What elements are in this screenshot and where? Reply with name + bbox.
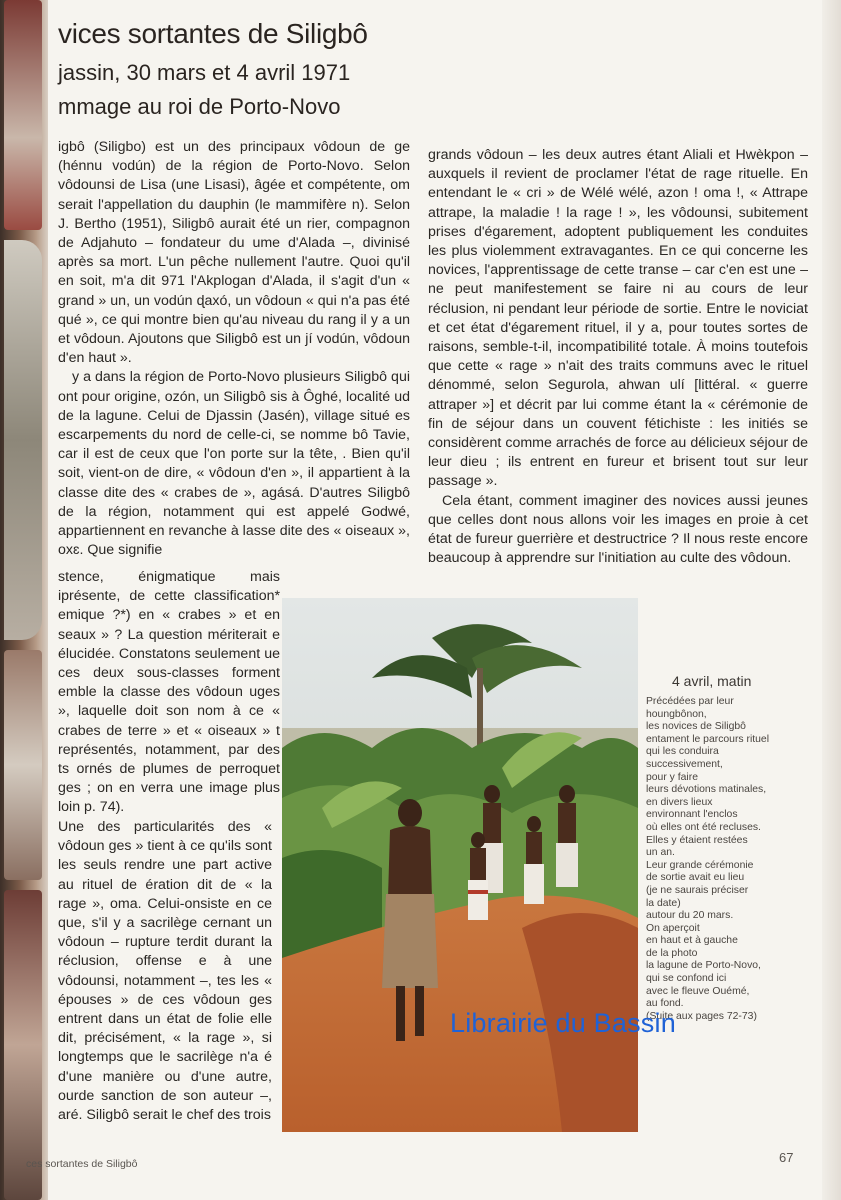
procession-photo [282,598,638,1132]
caption-line: On aperçoit [646,922,700,934]
left-column-text [58,138,410,560]
caption-line: Leur grande cérémonie [646,859,754,871]
caption-line: de la photo [646,947,698,959]
caption-line: houngbônon, [646,708,707,720]
caption-line: qui les conduira [646,746,719,758]
paragraph: Une des particularités des « vôdoun ges » tient à ce qu'ils sont les seuls rendre une part active au rituel de ération dit de « la rage », oma. Celui-onsiste en ce que, s'il y a sacrilège cernant un vôdoun – rupture terdit durant la réclusion, offense e à une vôdounsi, notamment –, tes les « épouses » de ces vôdoun ges entrent dans un état de folie elle dit, précisément, « la rage », si longtemps que le sacrilège n'a é d'une manière ou d'une autre, ourde sanction de son auteur –, aré. Siligbô serait le chef des trois [58,819,272,1124]
left-column-bottom-text [58,818,272,1125]
facing-photo-strip [4,240,42,640]
page-number: 67 [779,1150,794,1165]
caption-line: entament le parcours rituel [646,733,770,745]
right-column-text [428,146,808,568]
caption-line: un an. [646,847,675,859]
caption-line: la lagune de Porto-Novo, [646,960,761,972]
caption-line: les novices de Siligbô [646,721,746,733]
left-column-narrow-text [58,568,280,818]
caption-line: où elles ont été recluses. [646,821,761,833]
seller-watermark: Librairie du Bassin [450,1008,676,1038]
caption-line: de sortie avait eu lieu [646,872,745,884]
photo-caption [646,696,796,1023]
paragraph: Cela étant, comment imaginer des novices aussi jeunes que celles dont nous allons voir les images en proie à cet état de fureur guerrière et destructrice ? Il nous reste encore beaucoup à apprendre sur l'initiation au culte des vôdoun. [428,492,808,567]
caption-line: leurs dévotions matinales, [646,784,767,796]
caption-line: au fond. [646,998,684,1010]
caption-line: autour du 20 mars. [646,910,734,922]
caption-heading: 4 avril, matin [672,673,752,689]
caption-line: la date) [646,897,681,909]
photo-illustration [282,598,638,1132]
page-subtitle-date: jassin, 30 mars et 4 avril 1971 [58,60,351,85]
caption-line: environnant l'enclos [646,809,738,821]
caption-line: Elles y étaient restées [646,834,748,846]
caption-line: qui se confond ici [646,973,727,985]
facing-page-edge [0,0,48,1200]
caption-line: (je ne saurais préciser [646,884,749,896]
caption-line: successivement, [646,758,723,770]
page-cut-edge [822,0,841,1200]
caption-line: Précédées par leur [646,696,734,707]
page-subtitle-dedication: mmage au roi de Porto-Novo [58,94,341,119]
page-title: vices sortantes de Siligbô [58,18,368,49]
caption-line: avec le fleuve Ouémé, [646,985,750,997]
caption-line: en haut et à gauche [646,935,738,947]
facing-photo-strip [4,650,42,880]
paragraph: y a dans la région de Porto-Novo plusieurs Siligbô qui ont pour origine, ozón, un Siligbô sis à Ôghé, localité ud de la lagune. Celui de Djassin (Jasén), village situé es escarpements du nord de celle-ci, se nomme bô Tavie, car il est de ceux que l'on porte sur la tête, . Bien qu'il soit, vient-on de dire, « vôdoun d'en », il appartient à la classe dite des « crabes de », agásá. D'autres Siligbô de la région, notamment qui est appelé Godwé, appartiennent en revanche à lasse dite des « oiseaux », oxɛ. Que signifie [58,369,410,559]
caption-line: en divers lieux [646,796,713,808]
running-footer: ces sortantes de Siligbô [26,1158,138,1170]
paragraph: igbô (Siligbo) est un des principaux vôdoun de ge (hénnu vodún) de la région de Porto-Novo. Selon vôdounsi de Lisa (une Lisasi), âgée et compétente, om serait l'appellation du dauphin (le mammifère n). Selon J. Bertho (1951), Siligbô aurait été un rier, compagnon de Adjahuto – fondateur du ume d'Alada –, divinisé après sa mort. L'un pêche nullement l'autre. Quoi qu'il en soit, m'a dit 971 l'Akplogan d'Alada, il s'agit d'un « grand » un, un vodún ɖaxó, un vôdoun « qui n'a pas été qué », ce qui montre bien qu'au niveau du rang il y a un et vôdoun. Ajoutons que Siligbô est un jí vodún, vôdoun d'en haut ». [58,139,410,367]
facing-photo-strip [4,890,42,1200]
caption-line: (Suite aux pages 72-73) [646,1010,757,1022]
paragraph: stence, énigmatique mais iprésente, de cette classification* emique ?*) en « crabes » et en seaux » ? La question mériterait e élucidée. Constatons seulement ue ces deux sous-classes forment emble la classe des vôdoun uges », laquelle doit son nom à ce « crabes de terre » et « oiseaux » t représentés, notamment, par des ts ornés de plumes de perroquet ges ; on en verra une image plus loin p. 74). [58,569,280,816]
paragraph: grands vôdoun – les deux autres étant Aliali et Hwèkpon – auxquels il revient de proclamer l'état de rage rituelle. En entendant le « cri » de Wélé wélé, azon ! oma !, « Attrape attrape, la maladie ! la rage ! », les vôdounsi, subitement prises d'égarement, adoptent publiquement les conduites les plus violemment extravagantes. En ce qui concerne les novices, l'apprentissage de cette transe – car c'en est une – ne peut manifestement se faire ni au cours de leur réclusion, ni pendant leur période de sortie. Entre le noviciat et cet état d'égarement rituel, il y a, pour toutes sortes de raisons, semble-t-il, incompatibilité totale. À moins toutefois que cette « rage » n'ait des traits communs avec le rituel dénommé, selon Segurola, ahwan ulí [littéral. « guerre attraper »] et décrit par lui comme étant la « cérémonie de fin de séjour dans un couvent fétichiste : les initiés se considèrent comme arrachés de force au délicieux séjour de leur dieu ; ils entrent en fureur et brisent tout sur leur passage ». [428,147,808,490]
facing-photo-strip [4,0,42,230]
caption-line: pour y faire [646,771,698,783]
